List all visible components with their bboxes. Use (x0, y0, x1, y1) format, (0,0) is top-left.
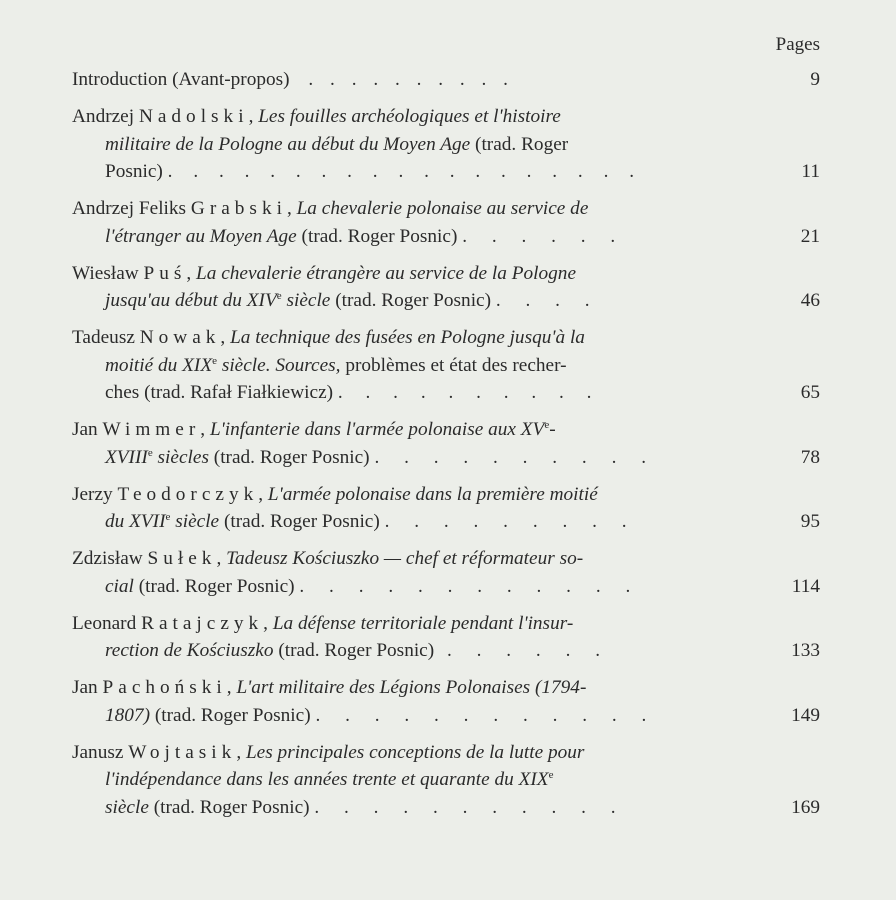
superscript: e (548, 769, 554, 781)
entry-title-cont: rection de Kościuszko (105, 640, 274, 661)
entry-title: L'art militaire des Légions Polonaises (1794- (236, 677, 587, 698)
entry-title-cont: moitié du XIX (105, 354, 213, 376)
author-first: Jan (72, 677, 98, 698)
superscript: e (147, 446, 153, 459)
leader-dots: . . . . . . (462, 225, 626, 247)
translator: ches (trad. Rafał Fiałkiewicz) (105, 382, 334, 403)
author-first: Jan (72, 419, 98, 440)
author-last: Teodorczyk (117, 483, 259, 505)
author-last: Pachoński (102, 677, 227, 698)
toc-entry[interactable] (72, 66, 820, 94)
toc-entry[interactable]: Jan Pachoński, L'art militaire des Légions Polonaises (1794- 1807) (trad. Roger Posnic) . . . . . . . . . . . . 149 (72, 674, 820, 729)
entry-title-cont: du XVII (105, 511, 166, 532)
superscript: e (212, 354, 217, 367)
author-first: Leonard (72, 612, 137, 634)
toc-entry[interactable]: Zdzisław Sułek, Tadeusz Kościuszko — chef et réformateur so- cial (trad. Roger Posnic) . . . . . . . . . . . . 114 (72, 545, 820, 600)
author-last: Nowak (139, 327, 221, 348)
leader-dots: . . . . . . . . . . (308, 69, 514, 90)
author-last: Sułek (147, 548, 217, 569)
entry-title-cont: siècle (105, 796, 149, 818)
pages-column-header: Pages (775, 34, 820, 55)
translator: (trad. Roger Posnic) (153, 796, 310, 818)
leader-dots: . . . . . . . . . . . . . . . . . . . (167, 161, 643, 182)
translator: (trad. Roger Posnic) (223, 511, 380, 532)
leader-dots: . . . . . . . . . . . (314, 796, 626, 818)
translator: (trad. Roger (475, 133, 569, 155)
entry-title: Tadeusz Kościuszko — chef et réformateur so- (226, 548, 584, 569)
author-last: Nadolski (138, 106, 249, 127)
toc-entry[interactable]: Leonard Ratajczyk, La défense territoriale pendant l'insur- rection de Kościuszko (trad. Roger Posnic) . . . . . . 133 (72, 610, 820, 665)
entry-title-cont: cial (105, 575, 134, 597)
leader-dots: . . . . . . . . . (384, 511, 637, 532)
author-last: Grabski (190, 198, 287, 219)
author-first: Wiesław (72, 262, 139, 284)
entry-title: La technique des fusées en Pologne jusqu'à la (230, 327, 585, 348)
entry-title-cont: XVIII (105, 446, 148, 468)
author-last: Ratajczyk (141, 612, 264, 634)
entry-title: L'armée polonaise dans la première moitié (267, 483, 598, 505)
translator: (trad. Roger Posnic) (278, 640, 435, 661)
author-first: Jerzy (72, 483, 113, 505)
entry-title-cont: jusqu'au début du XIV (105, 290, 277, 311)
superscript: e (165, 511, 171, 523)
entry-title-cont: siècle (286, 290, 331, 311)
entry-title-cont: l'étranger au Moyen Age (105, 225, 297, 247)
translator: (trad. Roger Posnic) (213, 446, 370, 468)
toc-entry[interactable]: Jan Wimmer, L'infanterie dans l'armée polonaise aux XVe- XVIIIe siècles (trad. Roger Posnic) . . . . . . . . . . 78 (72, 416, 820, 471)
author-last: Puś (143, 262, 187, 284)
entry-title-cont: 1807) (105, 704, 150, 726)
leader-dots: . . . . (495, 290, 600, 311)
translator-cont: Posnic) (105, 161, 163, 182)
entry-title: La chevalerie polonaise au service de (296, 198, 589, 219)
author-first: Tadeusz (72, 327, 135, 348)
translator: (trad. Roger Posnic) (138, 575, 295, 597)
translator: (trad. Roger Posnic) (335, 290, 492, 311)
table-of-contents (72, 66, 820, 831)
page-number: 65 (800, 382, 820, 403)
entry-title: La chevalerie étrangère au service de la Pologne (196, 262, 576, 284)
superscript: e (276, 290, 282, 302)
page-number: 114 (791, 575, 820, 597)
author-first: Janusz (72, 741, 124, 763)
entry-title-cont: siècles (157, 446, 209, 468)
leader-dots: . . . . . . . . . . . . (315, 704, 657, 726)
entry-title-cont: siècle. Sources, (221, 354, 341, 376)
toc-entry[interactable]: Jerzy Teodorczyk, L'armée polonaise dans la première moitié du XVIIe siècle (trad. Roger Posnic) . . . . . . . . . 95 (72, 481, 820, 536)
entry-title: La défense territoriale pendant l'insur- (272, 612, 574, 634)
toc-entry[interactable]: Andrzej Nadolski, Les fouilles archéologiques et l'histoire militaire de la Pologne au début du Moyen Age (trad. Roger Posnic) . . . . . . . . . . . . . . . . . . . 11 (72, 103, 820, 186)
page-number: 133 (791, 640, 820, 661)
entry-title-cont: siècle (175, 511, 220, 532)
entry-title: Les fouilles archéologiques et l'histoire (258, 106, 561, 127)
page-number: 149 (791, 704, 820, 726)
page-number: 95 (800, 511, 820, 532)
entry-title-cont: l'indépendance dans les années trente et quarante du XIX (105, 769, 549, 790)
translator: (trad. Roger Posnic) (301, 225, 458, 247)
entry-title: Les principales conceptions de la lutte pour (245, 741, 585, 763)
translator: (trad. Roger Posnic) (154, 704, 311, 726)
toc-entry[interactable]: Wiesław Puś, La chevalerie étrangère au service de la Pologne jusqu'au début du XIVe siècle (trad. Roger Posnic) . . . . 46 (72, 260, 820, 315)
page-number: 169 (791, 796, 820, 818)
leader-dots: . . . . . . . . . . . . (299, 575, 641, 597)
page-number: 9 (810, 69, 820, 90)
leader-dots: . . . . . . . . . . (337, 382, 601, 403)
hyphen: - (549, 419, 556, 440)
author-first: Zdzisław (72, 548, 143, 569)
leader-dots: . . . . . . (447, 640, 611, 661)
page-number: 78 (800, 446, 820, 468)
author-first: Andrzej (72, 106, 135, 127)
page-number: 11 (801, 161, 820, 182)
entry-title-plain: problèmes et état des recher- (345, 354, 567, 376)
entry-title: Introduction (Avant-propos) (72, 69, 290, 90)
page-number: 46 (800, 290, 820, 311)
toc-entry[interactable]: Janusz Wojtasik, Les principales conceptions de la lutte pour l'indépendance dans les années trente et quarante du XIXe siècle (trad. Roger Posnic) . . . . . . . . . . . 169 (72, 739, 820, 822)
author-first: Andrzej Feliks (72, 198, 187, 219)
author-last: Wojtasik (128, 741, 237, 763)
toc-entry[interactable]: Andrzej Feliks Grabski, La chevalerie polonaise au service de l'étranger au Moyen Age (trad. Roger Posnic) . . . . . . 21 (72, 195, 820, 250)
author-last: Wimmer (102, 419, 201, 440)
entry-title-cont: militaire de la Pologne au début du Moyen Age (105, 133, 471, 155)
page-number: 21 (800, 225, 820, 247)
superscript: e (544, 419, 550, 431)
leader-dots: . . . . . . . . . . (374, 446, 657, 468)
toc-entry[interactable]: Tadeusz Nowak, La technique des fusées en Pologne jusqu'à la moitié du XIXe siècle. Sources, problèmes et état des recher- ches (trad. Rafał Fiałkiewicz) . . . . . . . . . . 65 (72, 324, 820, 407)
entry-title: L'infanterie dans l'armée polonaise aux XV (209, 419, 545, 440)
